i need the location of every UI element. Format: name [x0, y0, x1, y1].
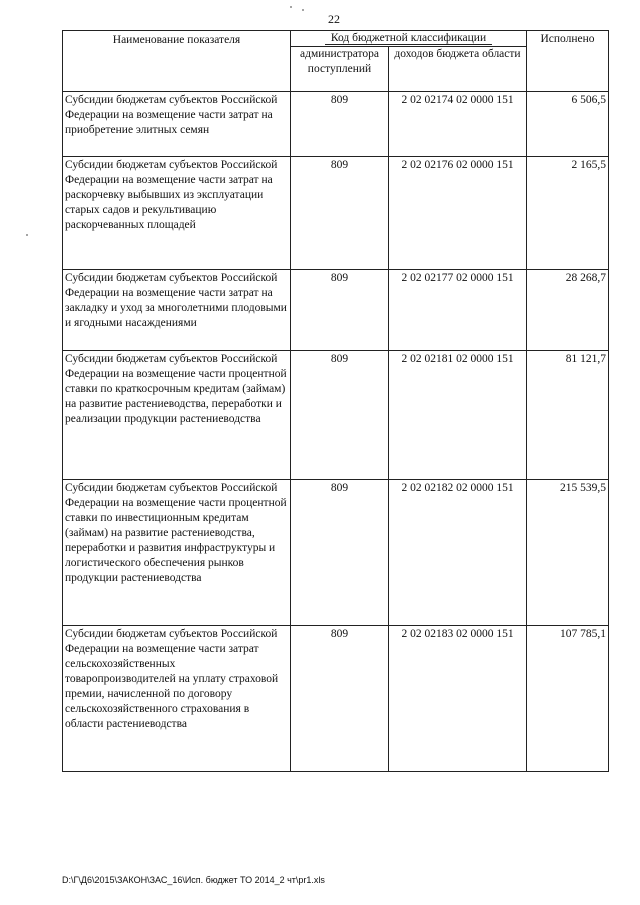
row-name: Субсидии бюджетам субъектов Российской Федерации на возмещение части затрат сельскохозяйственных товаропроизводителей на уплату страховой премии, начисленной по договору сельскохозяйственного страхования в области растениеводства: [63, 626, 291, 772]
row-amount: 81 121,7: [527, 351, 609, 480]
row-code: 2 02 02182 02 0000 151: [389, 480, 527, 626]
row-name: Субсидии бюджетам субъектов Российской Федерации на возмещение части затрат на приобретение элитных семян: [63, 92, 291, 157]
row-amount: 6 506,5: [527, 92, 609, 157]
row-name: Субсидии бюджетам субъектов Российской Федерации на возмещение части процентной ставки по краткосрочным кредитам (займам) на развитие растениеводства, переработки и реализации продукции растениеводства: [63, 351, 291, 480]
file-path-footer: D:\Г\Д6\2015\ЗАКОН\ЗАС_16\Исп. бюджет ТО 2014_2 чт\pr1.xls: [62, 875, 325, 885]
row-code: 2 02 02174 02 0000 151: [389, 92, 527, 157]
header-name: Наименование показателя: [63, 31, 291, 92]
table-row: [63, 351, 609, 480]
row-code: 2 02 02183 02 0000 151: [389, 626, 527, 772]
row-admin: 809: [291, 157, 389, 270]
scan-speck: [290, 6, 292, 8]
header-executed: Исполнено: [527, 31, 609, 92]
row-code: 2 02 02177 02 0000 151: [389, 270, 527, 351]
budget-table: [62, 30, 609, 772]
row-name: Субсидии бюджетам субъектов Российской Федерации на возмещение части затрат на закладку и уход за многолетними плодовыми и ягодными насаждениями: [63, 270, 291, 351]
row-amount: 28 268,7: [527, 270, 609, 351]
header-row: [63, 31, 609, 47]
scan-speck: [302, 9, 304, 11]
table-row: [63, 480, 609, 626]
table-row: [63, 626, 609, 772]
table-row: [63, 92, 609, 157]
row-admin: 809: [291, 480, 389, 626]
header-code-group: [291, 31, 527, 47]
row-code: 2 02 02181 02 0000 151: [389, 351, 527, 480]
header-income: доходов бюджета области: [389, 47, 527, 92]
row-admin: 809: [291, 351, 389, 480]
header-code-label: Код бюджетной классификации: [325, 32, 492, 45]
row-name: Субсидии бюджетам субъектов Российской Федерации на возмещение части затрат на раскорчевку выбывших из эксплуатации старых садов и рекультивацию раскорчеванных площадей: [63, 157, 291, 270]
header-admin: администратора поступлений: [291, 47, 389, 92]
row-code: 2 02 02176 02 0000 151: [389, 157, 527, 270]
row-admin: 809: [291, 626, 389, 772]
row-admin: 809: [291, 92, 389, 157]
row-admin: 809: [291, 270, 389, 351]
scan-speck: [26, 234, 28, 236]
row-amount: 215 539,5: [527, 480, 609, 626]
table-row: [63, 270, 609, 351]
row-amount: 107 785,1: [527, 626, 609, 772]
row-name: Субсидии бюджетам субъектов Российской Федерации на возмещение части процентной ставки по инвестиционным кредитам (займам) на развитие растениеводства, переработки и развития инфраструктуры и логистического обеспечения рынков продукции растениеводства: [63, 480, 291, 626]
page-number: 22: [328, 12, 340, 26]
row-amount: 2 165,5: [527, 157, 609, 270]
table-row: [63, 157, 609, 270]
